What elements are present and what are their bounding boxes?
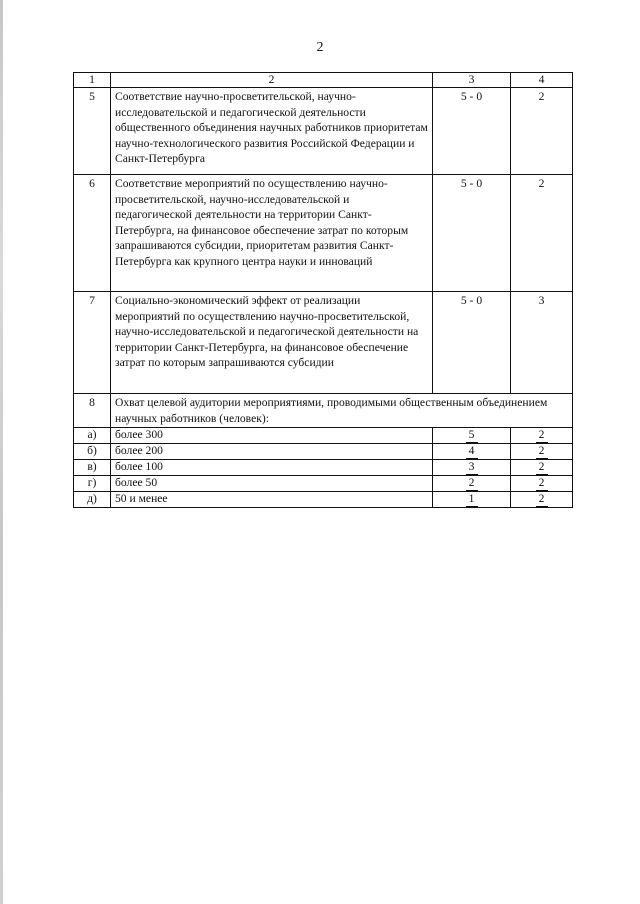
criterion-text: Соответствие мероприятий по осуществлению научно-просветительской, научно-исследовательской и педагогической деятельности на территории Санкт-Петербурга, на финансовое обеспечение затрат по которым запрашиваются субсидии, приоритетам развития Санкт-Петербурга как крупного центра науки и инноваций xyxy=(111,175,433,292)
subrow-text: более 100 xyxy=(111,460,433,476)
row-number: 7 xyxy=(74,292,111,394)
score-range: 5 - 0 xyxy=(433,175,511,292)
subrow-letter: в) xyxy=(74,460,111,476)
criteria-table xyxy=(73,72,573,508)
weight-value: 3 xyxy=(511,292,573,394)
subrow-text: более 200 xyxy=(111,444,433,460)
subrow-letter: а) xyxy=(74,428,111,444)
subrow-score xyxy=(433,460,511,476)
header-cell-3: 3 xyxy=(433,73,511,88)
subrow-score xyxy=(433,428,511,444)
subrow-text: 50 и менее xyxy=(111,492,433,508)
row-number: 8 xyxy=(74,394,111,428)
header-cell-1: 1 xyxy=(74,73,111,88)
subrow-weight-value: 2 xyxy=(536,460,548,475)
table-subrow xyxy=(74,428,573,444)
scan-edge xyxy=(0,0,3,904)
row-number: 5 xyxy=(74,88,111,175)
page-number: 2 xyxy=(316,40,324,55)
table-row xyxy=(74,88,573,175)
weight-value: 2 xyxy=(511,175,573,292)
criterion-text: Социально-экономический эффект от реализации мероприятий по осуществлению научно-просветительской, научно-исследовательской и педагогической деятельности на территории Санкт-Петербурга, на финансовое обеспечение затрат по которым запрашиваются субсидии xyxy=(111,292,433,394)
table-row xyxy=(74,394,573,428)
subrow-weight xyxy=(511,476,573,492)
subrow-letter: г) xyxy=(74,476,111,492)
subrow-score-value: 2 xyxy=(466,476,478,491)
header-cell-4: 4 xyxy=(511,73,573,88)
subrow-weight-value: 2 xyxy=(536,476,548,491)
subrow-weight-value: 2 xyxy=(536,492,548,507)
score-range: 5 - 0 xyxy=(433,88,511,175)
subrow-score-value: 5 xyxy=(466,428,478,443)
subrow-score-value: 4 xyxy=(466,444,478,459)
criterion-text: Соответствие научно-просветительской, научно-исследовательской и педагогической деятельности общественного объединения научных работников приоритетам научно-технологического развития Российской Федерации и Санкт-Петербурга xyxy=(111,88,433,175)
subrow-score-value: 1 xyxy=(466,492,478,507)
subrow-weight xyxy=(511,428,573,444)
table-subrow xyxy=(74,476,573,492)
subrow-letter: д) xyxy=(74,492,111,508)
table-row xyxy=(74,292,573,394)
subrow-score xyxy=(433,492,511,508)
subrow-weight xyxy=(511,444,573,460)
criterion-text: Охват целевой аудитории мероприятиями, проводимыми общественным объединением научных работников (человек): xyxy=(111,394,573,428)
score-range: 5 - 0 xyxy=(433,292,511,394)
table-subrow xyxy=(74,460,573,476)
weight-value: 2 xyxy=(511,88,573,175)
table-subrow xyxy=(74,444,573,460)
header-cell-2: 2 xyxy=(111,73,433,88)
subrow-score-value: 3 xyxy=(466,460,478,475)
subrow-text: более 50 xyxy=(111,476,433,492)
subrow-weight xyxy=(511,460,573,476)
table-row xyxy=(74,175,573,292)
subrow-text: более 300 xyxy=(111,428,433,444)
table-header-row xyxy=(74,73,573,88)
subrow-letter: б) xyxy=(74,444,111,460)
subrow-score xyxy=(433,444,511,460)
subrow-weight-value: 2 xyxy=(536,444,548,459)
row-number: 6 xyxy=(74,175,111,292)
subrow-weight-value: 2 xyxy=(536,428,548,443)
subrow-score xyxy=(433,476,511,492)
subrow-weight xyxy=(511,492,573,508)
table-subrow xyxy=(74,492,573,508)
